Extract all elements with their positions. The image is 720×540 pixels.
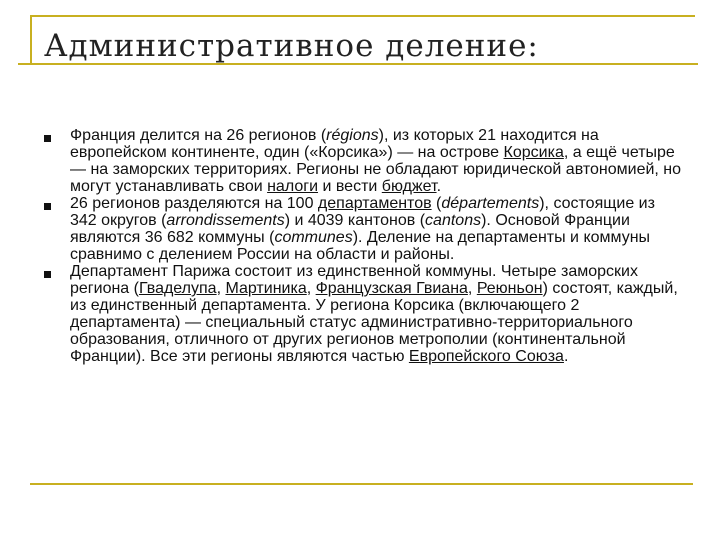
text-run: , <box>306 280 316 297</box>
italic-term: régions <box>326 127 379 144</box>
link-byudzhet[interactable]: бюджет <box>381 178 437 195</box>
text-run: и вести <box>318 178 382 195</box>
text-run: ) состоят, каждый, из единственный департамента. У региона Корсика (включающего 2 департамента) — специальный статус административно-территориального образования, отличного от других регионов метрополии (континентальной Франции). Все эти регионы являются частью <box>70 280 678 365</box>
italic-term: communes <box>274 229 353 246</box>
text-run: 26 регионов разделяются на 100 <box>70 195 318 212</box>
text-run: Франция делится на 26 регионов ( <box>70 127 327 144</box>
square-bullet-icon <box>44 135 51 142</box>
slide-title: Административное деление: <box>44 28 539 64</box>
text-run: Департамент Парижа состоит из единственной коммуны. Четыре заморских региона ( <box>70 263 638 297</box>
link-european-union[interactable]: Европейского Союза <box>408 348 564 365</box>
link-departamentov[interactable]: департаментов <box>317 195 432 212</box>
text-run: ), состоящие из 342 округов ( <box>70 195 655 229</box>
text-run: ), из которых 21 находится на европейском континенте, один («Корсика») — на острове <box>70 127 599 161</box>
italic-term: arrondissements <box>166 212 285 229</box>
italic-term: cantons <box>425 212 482 229</box>
bullet-text <box>70 263 686 365</box>
text-run: ) и 4039 кантонов ( <box>284 212 426 229</box>
bullet-text <box>70 127 686 195</box>
text-run: , <box>216 280 226 297</box>
frame-top-line <box>30 15 695 17</box>
frame-bottom-line <box>30 483 693 485</box>
text-run: . <box>436 178 442 195</box>
link-french-guiana[interactable]: Французская Гвиана <box>315 280 468 297</box>
italic-term: départements <box>441 195 540 212</box>
text-run: , <box>467 280 477 297</box>
bullet-item-departments <box>36 195 686 263</box>
link-nalogi[interactable]: налоги <box>267 178 319 195</box>
link-korsika[interactable]: Корсика <box>503 144 564 161</box>
square-bullet-icon <box>44 203 51 210</box>
frame-vertical-line <box>30 15 32 63</box>
text-run: ). Деление на департаменты и коммуны сравнимо с делением России на области и районы. <box>70 229 651 263</box>
text-run: . <box>563 348 569 365</box>
bullet-item-regions <box>36 127 686 195</box>
text-run: ). Основой Франции являются 36 682 коммуны ( <box>70 212 630 246</box>
text-run: , а ещё четыре — на заморских территориях. Регионы не обладают юридической автономией, но могут устанавливать свои <box>70 144 682 195</box>
text-run: ( <box>431 195 442 212</box>
square-bullet-icon <box>44 271 51 278</box>
link-reyunon[interactable]: Реюньон <box>476 280 543 297</box>
bullet-list <box>36 127 686 365</box>
link-gvadelupa[interactable]: Гваделупа <box>138 280 217 297</box>
bullet-text <box>70 195 686 263</box>
bullet-item-paris <box>36 263 686 365</box>
link-martinika[interactable]: Мартиника <box>225 280 307 297</box>
